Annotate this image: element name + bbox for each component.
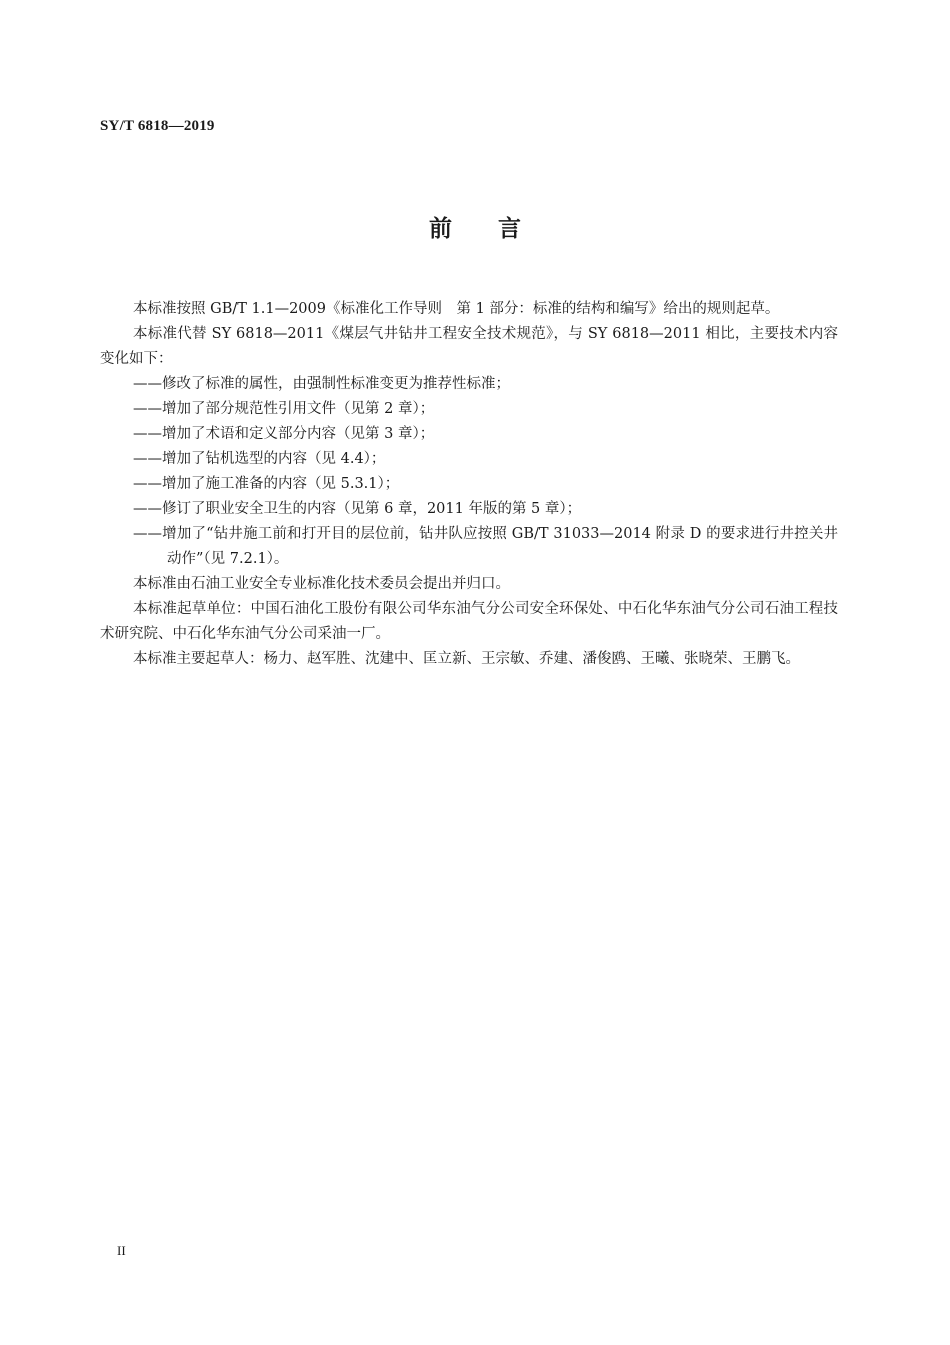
change-item: ——增加了部分规范性引用文件（见第 2 章）； xyxy=(133,401,435,417)
page-title xyxy=(0,210,950,243)
page-number: II xyxy=(117,1243,126,1258)
paragraph-replaces: 本标准代替 SY 6818—2011《煤层气井钻井工程安全技术规范》，与 SY 6818—2011 相比，主要技术内容变化如下： xyxy=(100,326,838,367)
change-item: ——修订了职业安全卫生的内容（见第 6 章，2011 年版的第 5 章）； xyxy=(133,501,582,517)
change-item: ——增加了术语和定义部分内容（见第 3 章）； xyxy=(133,426,435,442)
change-item: ——修改了标准的属性，由强制性标准变更为推荐性标准； xyxy=(133,376,510,392)
paragraph-proposer: 本标准由石油工业安全专业标准化技术委员会提出并归口。 xyxy=(133,576,510,592)
change-item: ——增加了钻机选型的内容（见 4.4）； xyxy=(133,451,386,467)
change-item: ——增加了施工准备的内容（见 5.3.1）； xyxy=(133,476,400,492)
paragraph-drafting-rules: 本标准按照 GB/T 1.1—2009《标准化工作导则 第 1 部分：标准的结构和编写》给出的规则起草。 xyxy=(133,301,780,317)
title-char-right: 言 xyxy=(498,216,521,242)
paragraph-drafting-units: 本标准起草单位：中国石油化工股份有限公司华东油气分公司安全环保处、中石化华东油气分公司石油工程技术研究院、中石化华东油气分公司采油一厂。 xyxy=(100,601,838,642)
standard-code: SY/T 6818—2019 xyxy=(100,118,215,134)
change-item: ——增加了“钻井施工前和打开目的层位前，钻井队应按照 GB/T 31033—2014 附录 D 的要求进行井控关井动作”（见 7.2.1）。 xyxy=(133,526,838,567)
title-char-left: 前 xyxy=(429,216,452,242)
foreword-body xyxy=(100,297,838,672)
paragraph-drafters: 本标准主要起草人：杨力、赵军胜、沈建中、匡立新、王宗敏、乔建、潘俊鸥、王曦、张晓荣、王鹏飞。 xyxy=(133,651,800,667)
